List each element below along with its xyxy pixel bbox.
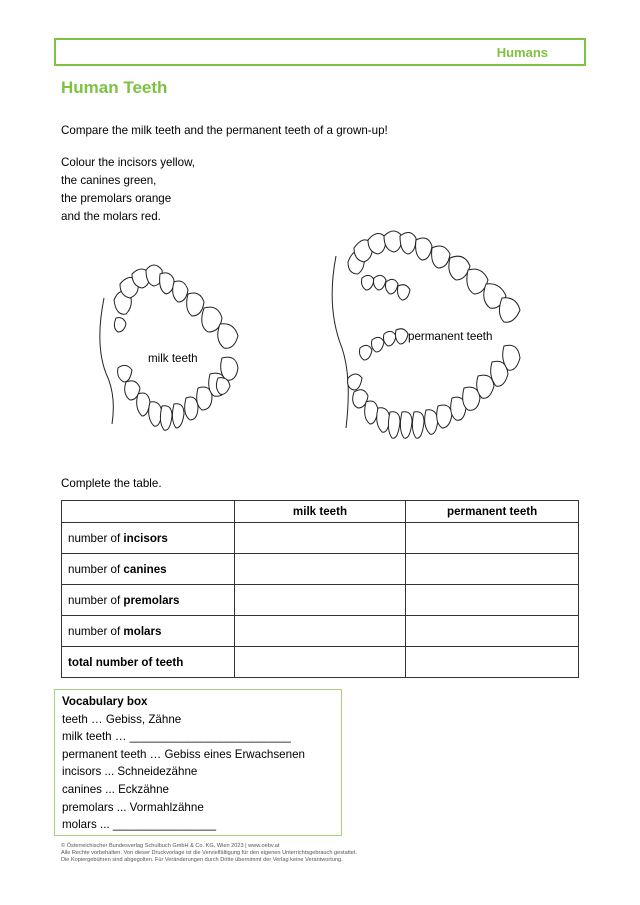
colour-line-premolars: the premolars orange — [61, 192, 172, 205]
permanent-incisors-cell[interactable] — [406, 523, 579, 554]
colour-line-canines: the canines green, — [61, 174, 157, 187]
compare-instruction: Compare the milk teeth and the permanent teeth of a grown-up! — [61, 124, 388, 137]
colour-line-incisors: Colour the incisors yellow, — [61, 156, 196, 169]
vocabulary-entry: teeth … Gebiss, Zähne — [62, 712, 182, 726]
vocabulary-entry: milk teeth … _________________________ — [62, 730, 291, 744]
table-row — [62, 616, 579, 647]
row-label: number of incisors — [62, 523, 235, 554]
row-label: number of molars — [62, 616, 235, 647]
vocabulary-entry: premolars ... Vormahlzähne — [62, 800, 204, 814]
table-instruction: Complete the table. — [61, 477, 162, 490]
row-label: number of canines — [62, 554, 235, 585]
section-label: Humans — [496, 45, 548, 60]
table-header-permanent: permanent teeth — [406, 501, 579, 523]
permanent-total-cell[interactable] — [406, 647, 579, 678]
colour-line-molars: and the molars red. — [61, 210, 161, 223]
milk-teeth-label: milk teeth — [148, 352, 198, 365]
teeth-illustration — [90, 228, 550, 458]
teeth-count-table — [61, 500, 579, 678]
permanent-canines-cell[interactable] — [406, 554, 579, 585]
table-header-empty — [62, 501, 235, 523]
vocabulary-entry: incisors ... Schneidezähne — [62, 765, 198, 779]
permanent-teeth-label: permanent teeth — [408, 330, 493, 343]
table-header-row — [62, 501, 579, 523]
page-title: Human Teeth — [61, 78, 168, 97]
permanent-molars-cell[interactable] — [406, 616, 579, 647]
section-header-box — [54, 38, 586, 66]
colour-instructions — [61, 154, 195, 226]
vocabulary-entry: permanent teeth … Gebiss eines Erwachsenen — [62, 747, 305, 761]
vocabulary-entry: canines ... Eckzähne — [62, 782, 169, 796]
vocabulary-title: Vocabulary box — [62, 695, 148, 708]
milk-teeth-drawing — [100, 265, 238, 430]
row-label: number of premolars — [62, 585, 235, 616]
table-row — [62, 647, 579, 678]
milk-canines-cell[interactable] — [234, 554, 406, 585]
vocabulary-box — [54, 689, 342, 836]
footer-line: Alle Rechte vorbehalten. Von dieser Druckvorlage ist die Vervielfältigung für den eigenen Unterrichtsgebrauch gestattet. — [61, 850, 358, 857]
milk-molars-cell[interactable] — [234, 616, 406, 647]
table-row — [62, 585, 579, 616]
milk-total-cell[interactable] — [234, 647, 406, 678]
table-row — [62, 523, 579, 554]
permanent-premolars-cell[interactable] — [406, 585, 579, 616]
copyright-footer — [61, 843, 357, 865]
milk-premolars-cell[interactable] — [234, 585, 406, 616]
table-header-milk: milk teeth — [234, 501, 406, 523]
row-label: total number of teeth — [62, 647, 235, 678]
table-row — [62, 554, 579, 585]
footer-line: © Österreichischer Bundesverlag Schulbuch GmbH & Co. KG, Wien 2023 | www.oebv.at — [61, 843, 280, 849]
vocabulary-entry: molars ... ________________ — [62, 818, 217, 832]
footer-line: Die Kopiergebühren sind abgegolten. Für Veränderungen durch Dritte übernimmt der Verlag keine Verantwortung. — [61, 857, 343, 864]
milk-incisors-cell[interactable] — [234, 523, 406, 554]
